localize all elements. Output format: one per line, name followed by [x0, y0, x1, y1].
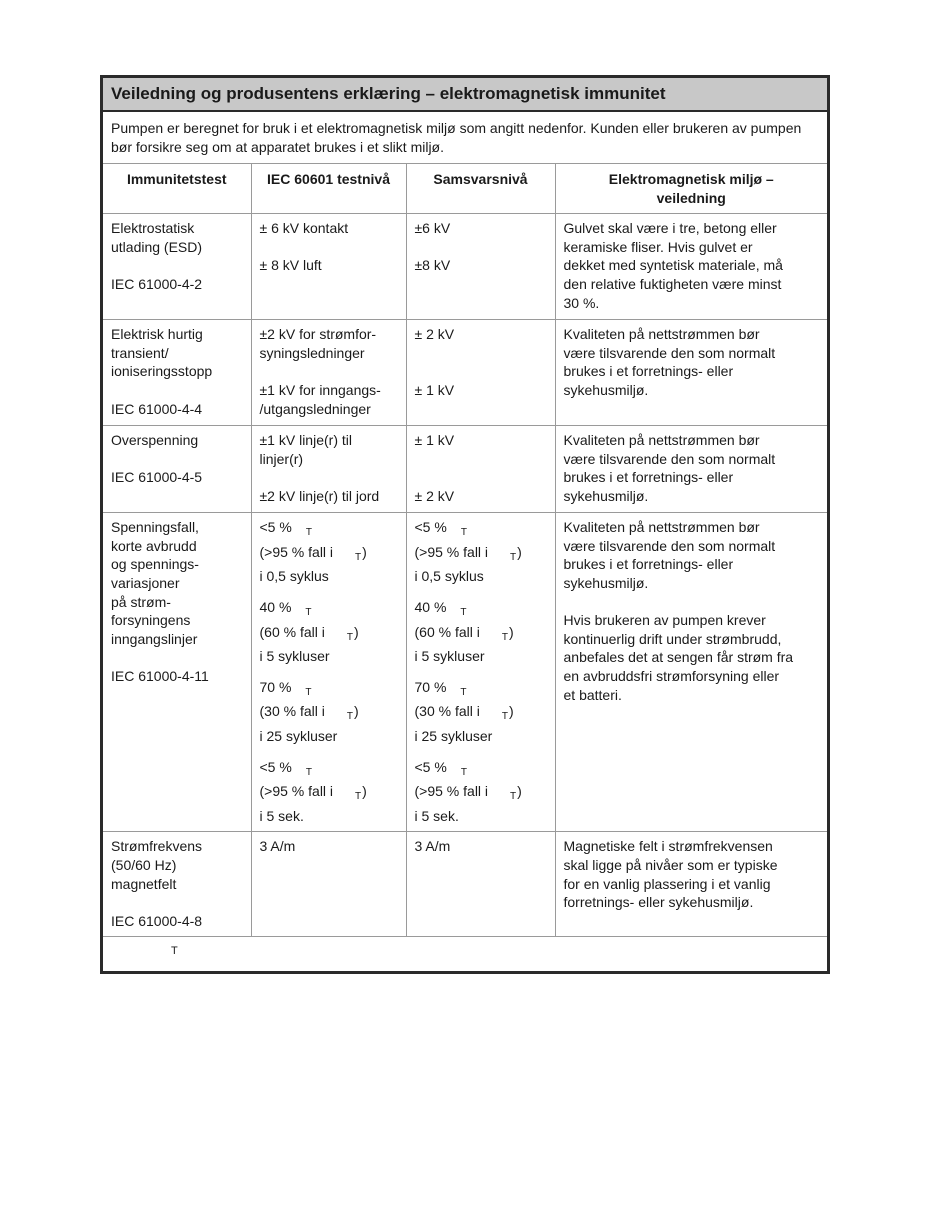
cell-line: ±1 kV linje(r) til — [259, 432, 352, 449]
cell-line: IEC 61000-4-11 — [111, 667, 209, 684]
cell-line: Kvaliteten på nettstrømmen bør — [563, 519, 760, 536]
cell-line: variasjoner — [111, 574, 180, 591]
cell-line: (60 % fall i $_T$) — [414, 623, 514, 643]
cell-line: Gulvet skal være i tre, betong eller — [563, 220, 777, 237]
cell-line: <5 % $_T$ — [259, 519, 312, 539]
table-title: Veiledning og produsentens erklæring – elektromagnetisk immunitet — [103, 78, 827, 112]
cell-line: inngangslinjer — [111, 630, 198, 647]
cell-line: ±2 kV for strømfor- — [259, 326, 377, 343]
table-row-voltage-dips — [103, 513, 827, 832]
cell-line: Spenningsfall, — [111, 519, 199, 536]
cell-line: i 0,5 syklus — [259, 568, 329, 585]
header-environment — [555, 164, 827, 214]
cell-line: kontinuerlig drift under strømbrudd, — [563, 630, 782, 647]
table-row-eft — [103, 320, 827, 426]
cell-line: linjer(r) — [259, 450, 304, 467]
cell-line: ±1 kV for inngangs- — [259, 381, 381, 398]
cell-line: sykehusmiljø. — [563, 574, 649, 591]
cell-test-level — [251, 214, 406, 320]
cell-line: IEC 61000-4-5 — [111, 469, 203, 486]
cell-line: brukes i et forretnings- eller — [563, 469, 734, 486]
cell-line: 40 % $_T$ — [259, 598, 312, 618]
table-row-surge — [103, 426, 827, 513]
cell-line: i 5 sek. — [414, 807, 459, 824]
cell-line: <5 % $_T$ — [414, 519, 467, 539]
cell-compliance — [406, 320, 555, 426]
cell-line: keramiske fliser. Hvis gulvet er — [563, 238, 753, 255]
cell-test-level — [251, 320, 406, 426]
cell-line: dekket med syntetisk materiale, må — [563, 257, 783, 274]
cell-line: IEC 61000-4-8 — [111, 912, 203, 929]
cell-line: forretnings- eller sykehusmiljø. — [563, 894, 754, 911]
cell-line: være tilsvarende den som normalt — [563, 537, 776, 554]
cell-line: IEC 61000-4-4 — [111, 400, 203, 417]
cell-line: 40 % $_T$ — [414, 598, 467, 618]
immunity-declaration-table — [100, 75, 830, 974]
cell-line: (>95 % fall i $_T$) — [414, 783, 522, 803]
cell-line: Overspenning — [111, 432, 199, 449]
cell-line: <5 % $_T$ — [414, 758, 467, 778]
header-row — [103, 164, 827, 214]
cell-line: 3 A/m — [259, 838, 296, 855]
header-immunity-test: Immunitetstest — [103, 164, 251, 214]
cell-line: i 25 sykluser — [414, 727, 493, 744]
cell-line: ±6 kV — [414, 220, 451, 237]
cell-line: Hvis brukeren av pumpen krever — [563, 612, 766, 629]
cell-line: magnetfelt — [111, 875, 177, 892]
cell-line: sykehusmiljø. — [563, 381, 649, 398]
cell-line: ±8 kV — [414, 257, 451, 274]
cell-line: ± 6 kV kontakt — [259, 220, 349, 237]
cell-line: Elektrisk hurtig — [111, 326, 203, 343]
header-environment-line1: Elektromagnetisk miljø – — [608, 171, 774, 187]
cell-line: brukes i et forretnings- eller — [563, 556, 734, 573]
cell-line: sykehusmiljø. — [563, 487, 649, 504]
cell-line: (60 % fall i $_T$) — [259, 623, 359, 643]
cell-line: ioniseringsstopp — [111, 363, 213, 380]
cell-compliance — [406, 214, 555, 320]
header-compliance-level: Samsvarsnivå — [406, 164, 555, 214]
cell-test — [103, 513, 251, 832]
cell-line: /utgangsledninger — [259, 400, 371, 417]
cell-line: forsyningens — [111, 612, 191, 629]
cell-line: anbefales det at sengen får strøm fra — [563, 649, 794, 666]
table-row-magnetic-field — [103, 832, 827, 937]
cell-line: IEC 61000-4-2 — [111, 275, 203, 292]
cell-line: (>95 % fall i $_T$) — [414, 543, 522, 563]
cell-line: være tilsvarende den som normalt — [563, 450, 776, 467]
cell-test — [103, 320, 251, 426]
cell-line: 3 A/m — [414, 838, 451, 855]
cell-compliance — [406, 426, 555, 513]
cell-line: Magnetiske felt i strømfrekvensen — [563, 838, 773, 855]
cell-line: (>95 % fall i $_T$) — [259, 783, 367, 803]
cell-line: en avbruddsfri strømforsyning eller — [563, 667, 780, 684]
cell-line: transient/ — [111, 344, 169, 361]
cell-line: 30 %. — [563, 294, 600, 311]
cell-line: ± 1 kV — [414, 432, 455, 449]
cell-line: ± 2 kV — [414, 487, 455, 504]
cell-test — [103, 832, 251, 937]
cell-line: <5 % $_T$ — [259, 758, 312, 778]
cell-line: for en vanlig plassering i et vanlig — [563, 875, 771, 892]
cell-line: (30 % fall i $_T$) — [259, 703, 359, 723]
cell-line: i 5 sykluser — [414, 648, 485, 665]
header-environment-line2: veiledning — [656, 189, 726, 206]
cell-line: ± 1 kV — [414, 381, 455, 398]
cell-test-level — [251, 513, 406, 832]
cell-compliance — [406, 832, 555, 937]
cell-line: Kvaliteten på nettstrømmen bør — [563, 326, 760, 343]
immunity-table — [103, 164, 827, 937]
cell-line: den relative fuktigheten være minst — [563, 275, 782, 292]
cell-line: og spennings- — [111, 556, 199, 573]
cell-line: brukes i et forretnings- eller — [563, 363, 734, 380]
cell-environment — [555, 513, 827, 832]
cell-line: Elektrostatisk — [111, 220, 195, 237]
cell-line: ±2 kV linje(r) til jord — [259, 487, 380, 504]
cell-environment — [555, 214, 827, 320]
intro-text: Pumpen er beregnet for bruk i et elektromagnetisk miljø som angitt nedenfor. Kunden eller brukeren av pumpen bør forsikre seg om at apparatet brukes i et slikt miljø. — [103, 112, 827, 164]
cell-test — [103, 426, 251, 513]
cell-line: Strømfrekvens — [111, 838, 203, 855]
header-test-level: IEC 60601 testnivå — [251, 164, 406, 214]
cell-line: 70 % $_T$ — [259, 678, 312, 698]
table-footnote: T — [171, 945, 178, 958]
cell-environment — [555, 320, 827, 426]
cell-line: på strøm- — [111, 593, 171, 610]
table-row-esd — [103, 214, 827, 320]
cell-line: være tilsvarende den som normalt — [563, 344, 776, 361]
cell-line: Kvaliteten på nettstrømmen bør — [563, 432, 760, 449]
cell-compliance — [406, 513, 555, 832]
cell-test-level — [251, 832, 406, 937]
cell-test — [103, 214, 251, 320]
cell-environment — [555, 426, 827, 513]
cell-line: (>95 % fall i $_T$) — [259, 543, 367, 563]
cell-environment — [555, 832, 827, 937]
cell-line: korte avbrudd — [111, 537, 197, 554]
cell-line: 70 % $_T$ — [414, 678, 467, 698]
cell-line: et batteri. — [563, 686, 622, 703]
cell-test-level — [251, 426, 406, 513]
cell-line: (30 % fall i $_T$) — [414, 703, 514, 723]
cell-line: ± 2 kV — [414, 326, 455, 343]
cell-line: i 0,5 syklus — [414, 568, 484, 585]
cell-line: skal ligge på nivåer som er typiske — [563, 856, 778, 873]
cell-line: syningsledninger — [259, 344, 365, 361]
cell-line: ± 8 kV luft — [259, 257, 322, 274]
cell-line: i 5 sek. — [259, 807, 304, 824]
cell-line: (50/60 Hz) — [111, 856, 177, 873]
cell-line: i 25 sykluser — [259, 727, 338, 744]
cell-line: utlading (ESD) — [111, 238, 203, 255]
cell-line: i 5 sykluser — [259, 648, 330, 665]
